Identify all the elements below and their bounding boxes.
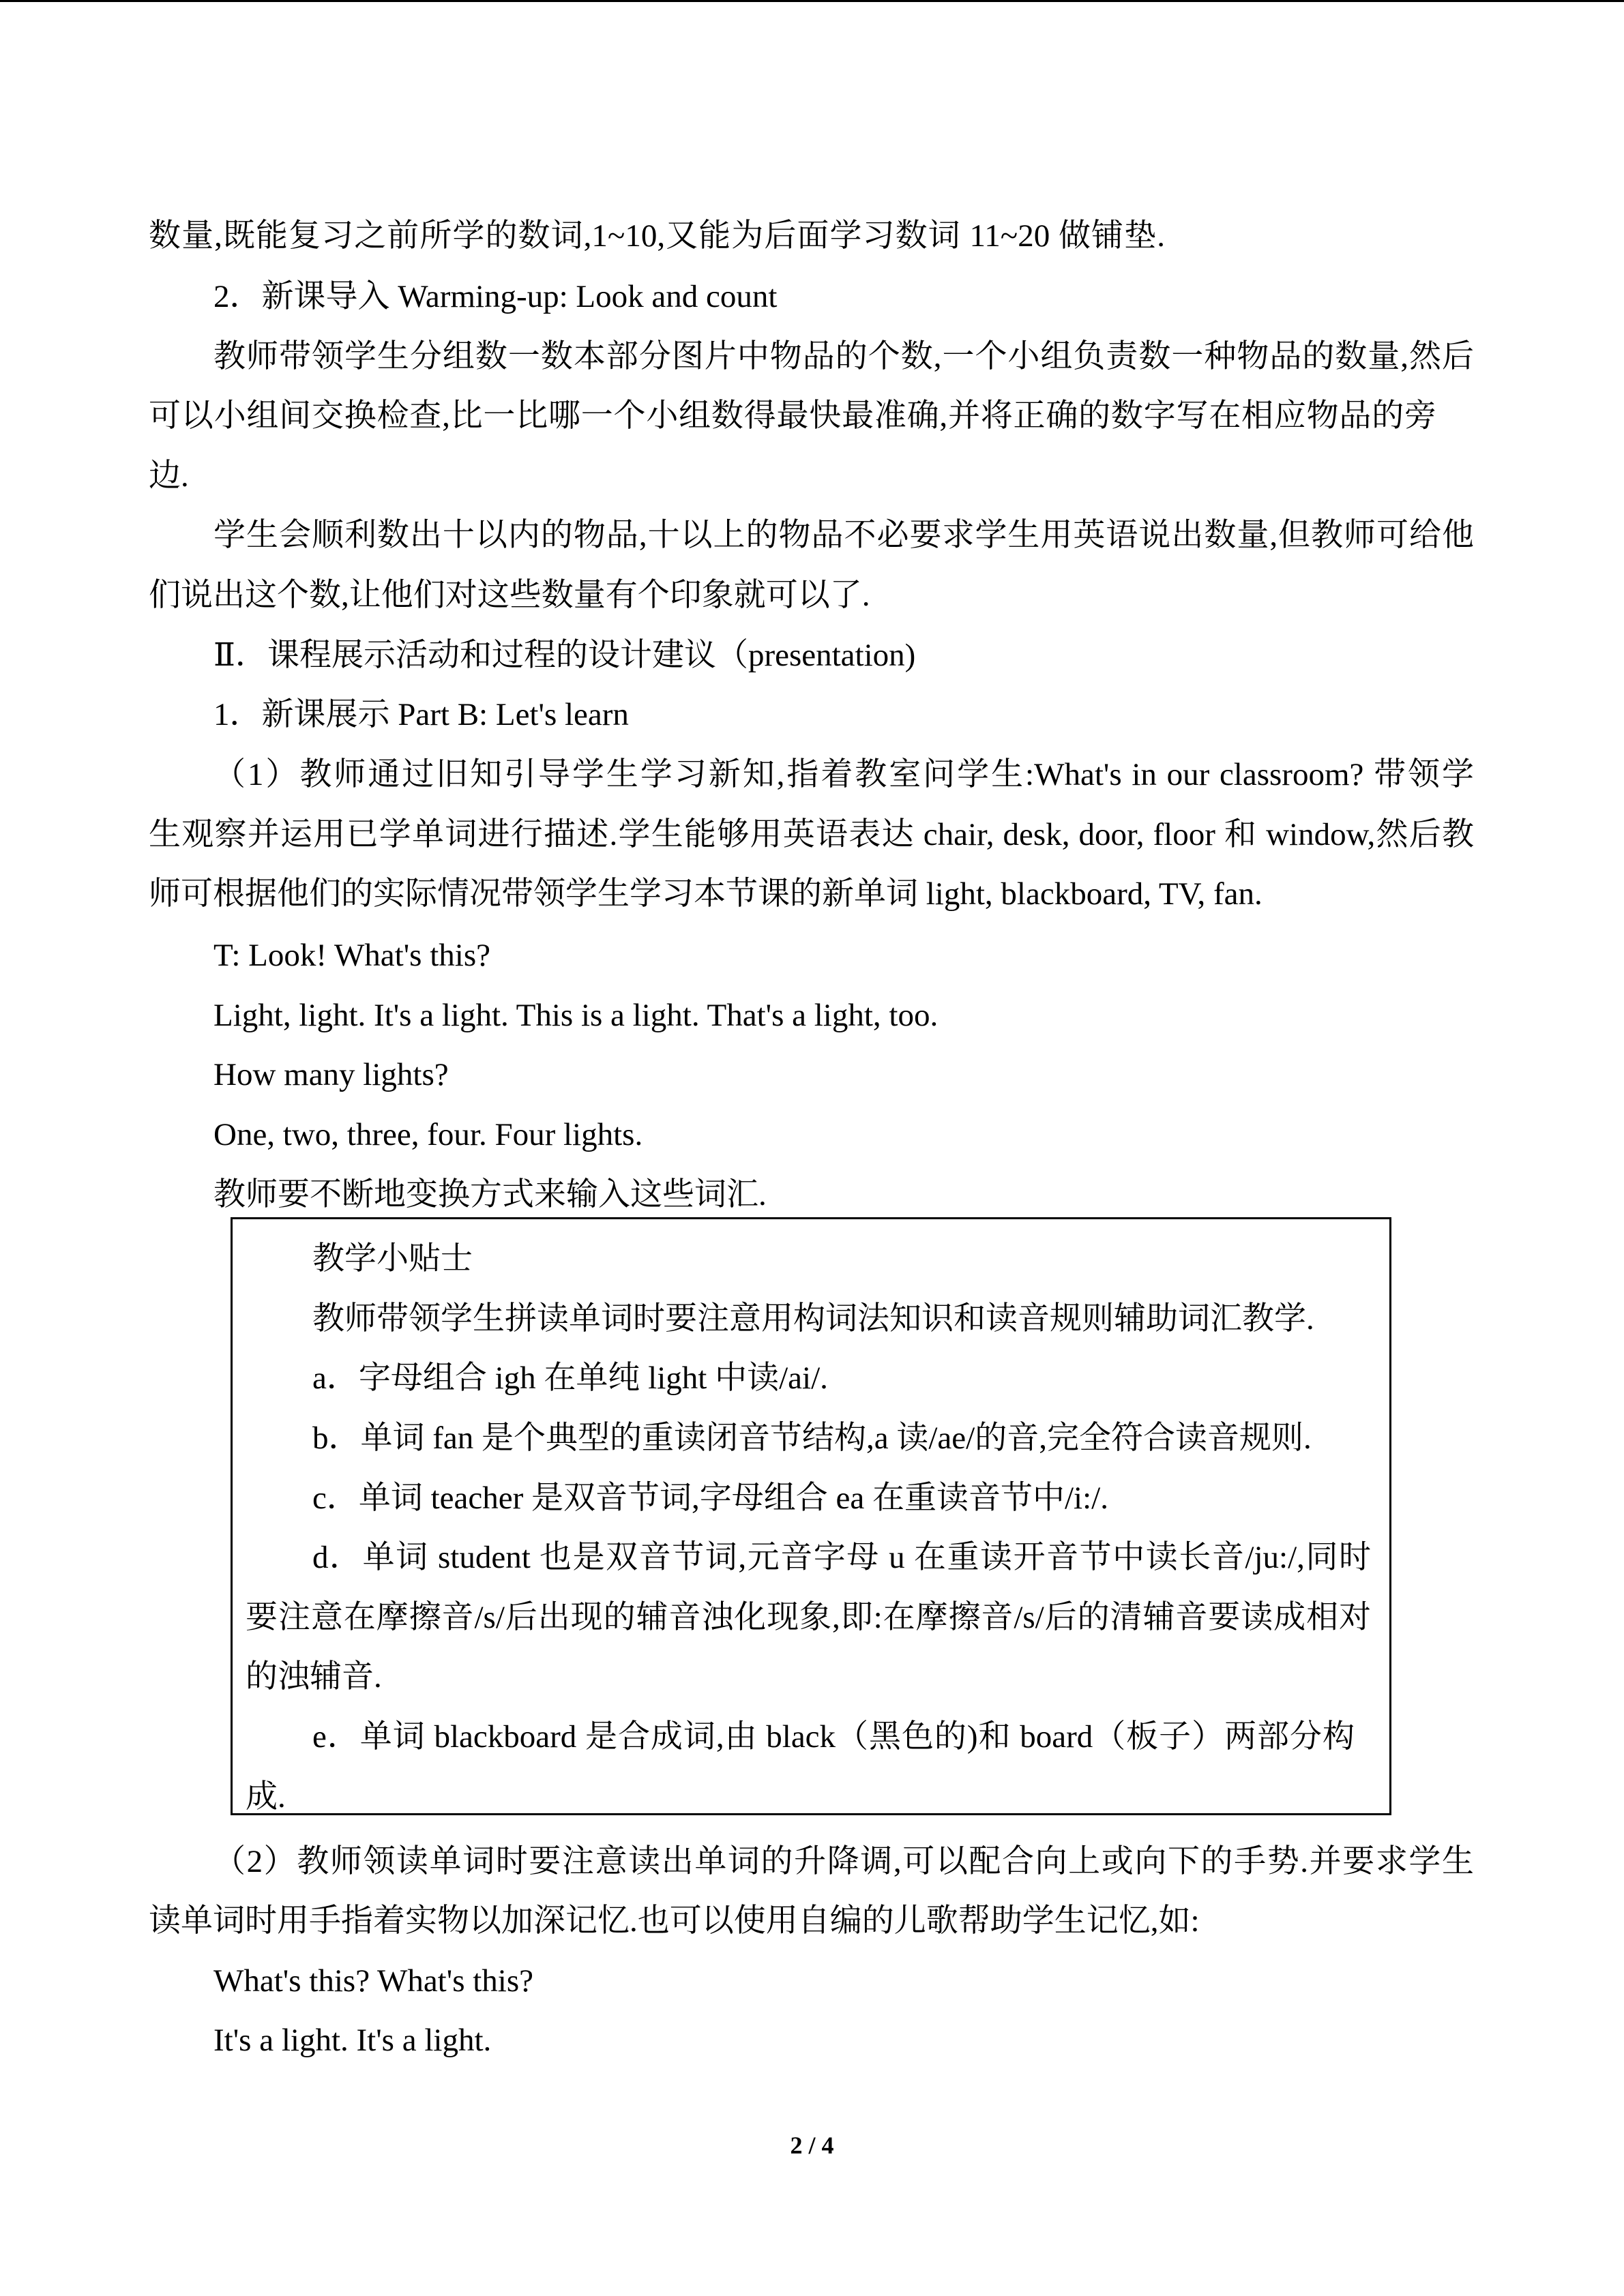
section-heading: 2．新课导入 Warming-up: Look and count — [213, 279, 778, 314]
tips-item-a: a．字母组合 igh 在单纯 light 中读/ai/. — [312, 1360, 828, 1396]
top-border-line — [0, 0, 1624, 2]
dialogue-line: One, two, three, four. Four lights. — [213, 1117, 643, 1152]
paragraph-line: 边. — [149, 458, 189, 494]
paragraph-line: （2）教师领读单词时要注意读出单词的升降调,可以配合向上或向下的手势.并要求学生 — [213, 1844, 1474, 1879]
paragraph-line: 教师要不断地变换方式来输入这些词汇. — [213, 1177, 767, 1212]
tips-title: 教学小贴士 — [312, 1241, 473, 1277]
paragraph-line: 师可根据他们的实际情况带领学生学习本节课的新单词 light, blackboard, TV, fan. — [149, 876, 1263, 912]
paragraph-line: 读单词时用手指着实物以加深记忆.也可以使用自编的儿歌帮助学生记忆,如: — [149, 1903, 1200, 1939]
tips-item-d: d．单词 student 也是双音节词,元音字母 u 在重读开音节中读长音/ju:/,同时 — [312, 1540, 1371, 1575]
paragraph-line: （1）教师通过旧知引导学生学习新知,指着教室问学生:What's in our classroom? 带领学 — [213, 757, 1474, 792]
dialogue-line: Light, light. It's a light. This is a light. That's a light, too. — [213, 998, 939, 1033]
section-heading: 1．新课展示 Part B: Let's learn — [213, 697, 629, 732]
tips-intro: 教师带领学生拼读单词时要注意用构词法知识和读音规则辅助词汇教学. — [312, 1301, 1314, 1337]
tips-item-e: 成. — [246, 1779, 286, 1815]
tips-item-c: c．单词 teacher 是双音节词,字母组合 ea 在重读音节中/i:/. — [312, 1480, 1108, 1516]
chant-line: What's this? What's this? — [213, 1963, 534, 1999]
page-number: 2 / 4 — [790, 2132, 834, 2159]
dialogue-line: T: Look! What's this? — [213, 938, 490, 973]
paragraph-line: 学生会顺利数出十以内的物品,十以上的物品不必要求学生用英语说出数量,但教师可给他 — [213, 518, 1474, 553]
section-heading: Ⅱ．课程展示活动和过程的设计建议（presentation) — [213, 638, 916, 673]
paragraph-line: 教师带领学生分组数一数本部分图片中物品的个数,一个小组负责数一种物品的数量,然后 — [213, 339, 1474, 374]
paragraph-line: 数量,既能复习之前所学的数词,1~10,又能为后面学习数词 11~20 做铺垫. — [149, 218, 1165, 254]
paragraph-line: 可以小组间交换检查,比一比哪一个小组数得最快最准确,并将正确的数字写在相应物品的旁 — [149, 398, 1436, 434]
chant-line: It's a light. It's a light. — [213, 2023, 492, 2058]
dialogue-line: How many lights? — [213, 1057, 449, 1092]
paragraph-line: 生观察并运用已学单词进行描述.学生能够用英语表达 chair, desk, door, floor 和 window,然后教 — [149, 817, 1474, 852]
tips-item-d: 要注意在摩擦音/s/后出现的辅音浊化现象,即:在摩擦音/s/后的清辅音要读成相对 — [246, 1600, 1371, 1635]
tips-item-e: e．单词 blackboard 是合成词,由 black（黑色的)和 board（板子）两部分构 — [312, 1719, 1355, 1755]
paragraph-line: 们说出这个数,让他们对这些数量有个印象就可以了. — [149, 578, 870, 613]
tips-item-d: 的浊辅音. — [246, 1659, 382, 1695]
tips-item-b: b．单词 fan 是个典型的重读闭音节结构,a 读/ae/的音,完全符合读音规则. — [312, 1420, 1312, 1456]
